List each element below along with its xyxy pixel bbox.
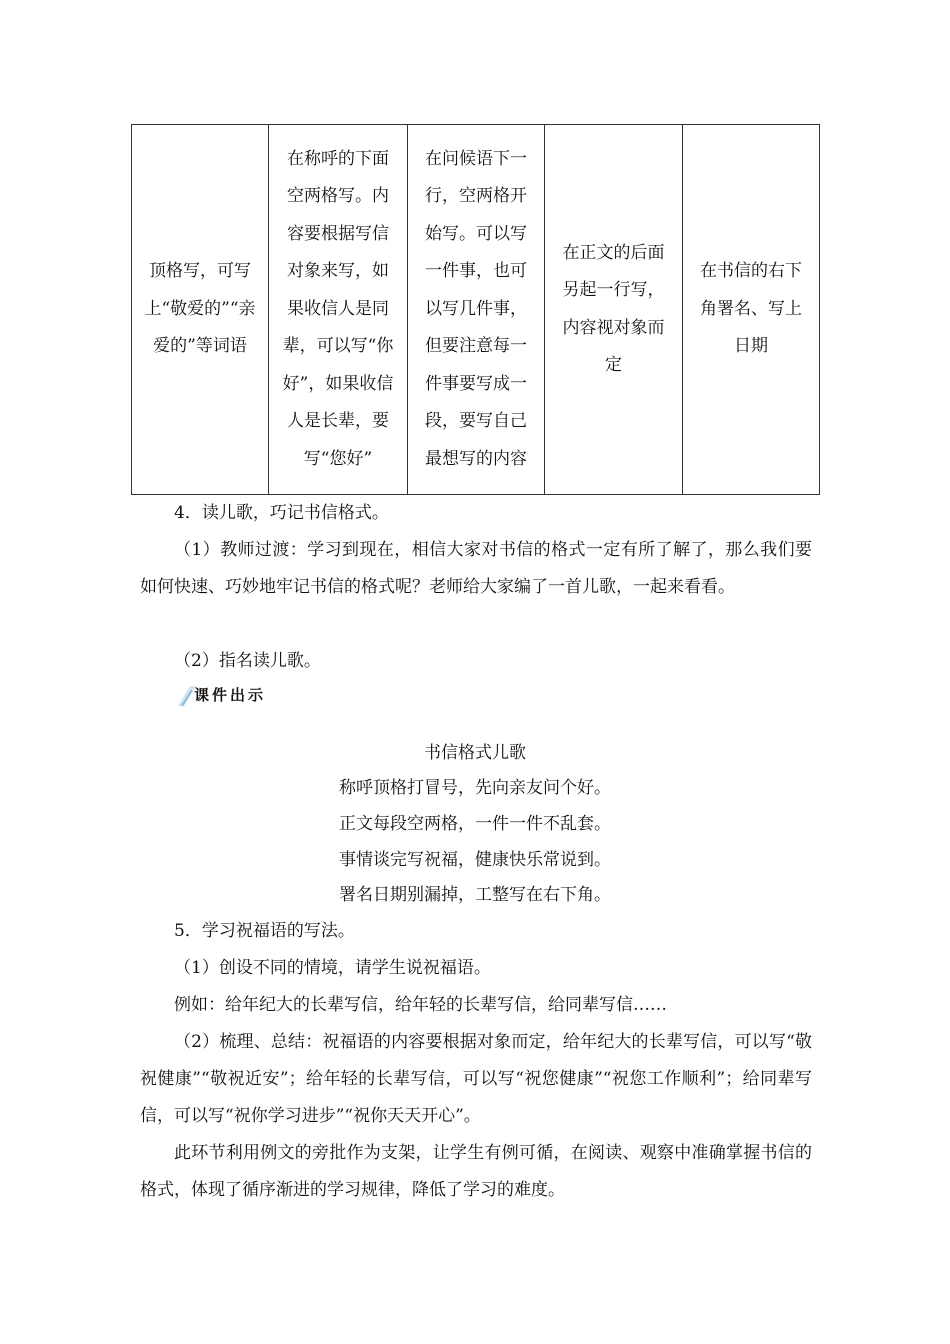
section5-example: 例如：给年纪大的长辈写信，给年轻的长辈写信，给同辈写信…… bbox=[174, 995, 667, 1015]
poem-title: 书信格式儿歌 bbox=[424, 743, 526, 763]
courseware-label: 课件出示 bbox=[194, 686, 267, 704]
table-cell-salutation: 顶格写，可写上“敬爱的”“亲爱的”等词语 bbox=[132, 125, 269, 495]
section5-heading: 5．学习祝福语的写法。 bbox=[174, 921, 355, 941]
letter-format-table bbox=[131, 124, 820, 495]
section4-heading: 4．读儿歌，巧记书信格式。 bbox=[174, 503, 389, 523]
poem-line: 署名日期别漏掉，工整写在右下角。 bbox=[339, 885, 611, 905]
poem-line: 正文每段空两格，一件一件不乱套。 bbox=[339, 814, 611, 834]
table-cell-greeting: 在称呼的下面空两格写。内容要根据写信对象来写，如果收信人是同辈，可以写“你好”，如果收信人是长辈，要写“您好” bbox=[269, 125, 408, 495]
section5-step1: （1）创设不同的情境，请学生说祝福语。 bbox=[174, 958, 491, 978]
section4-step2: （2）指名读儿歌。 bbox=[174, 651, 321, 671]
poem-line: 事情谈完写祝福，健康快乐常说到。 bbox=[339, 850, 611, 870]
table-cell-blessing: 在正文的后面另起一行写，内容视对象而定 bbox=[545, 125, 683, 495]
courseware-banner bbox=[176, 680, 296, 710]
table-cell-signature: 在书信的右下角署名、写上日期 bbox=[683, 125, 820, 495]
section4-step1: （1）教师过渡：学习到现在，相信大家对书信的格式一定有所了解了，那么我们要如何快速、巧妙地牢记书信的格式呢？老师给大家编了一首儿歌，一起来看看。 bbox=[140, 540, 812, 597]
section5-commentary: 此环节利用例文的旁批作为支架，让学生有例可循，在阅读、观察中准确掌握书信的格式，体现了循序渐进的学习规律，降低了学习的难度。 bbox=[140, 1143, 812, 1200]
section5-step2: （2）梳理、总结：祝福语的内容要根据对象而定，给年纪大的长辈写信，可以写“敬祝健康”“敬祝近安”；给年轻的长辈写信，可以写“祝您健康”“祝您工作顺利”；给同辈写信，可以写“祝你学习进步”“祝你天天开心”。 bbox=[140, 1032, 812, 1126]
table-cell-body: 在问候语下一行，空两格开始写。可以写一件事，也可以写几件事，但要注意每一件事要写成一段，要写自己最想写的内容 bbox=[408, 125, 545, 495]
poem-line: 称呼顶格打冒号，先向亲友问个好。 bbox=[339, 778, 611, 798]
table-row bbox=[132, 125, 820, 495]
